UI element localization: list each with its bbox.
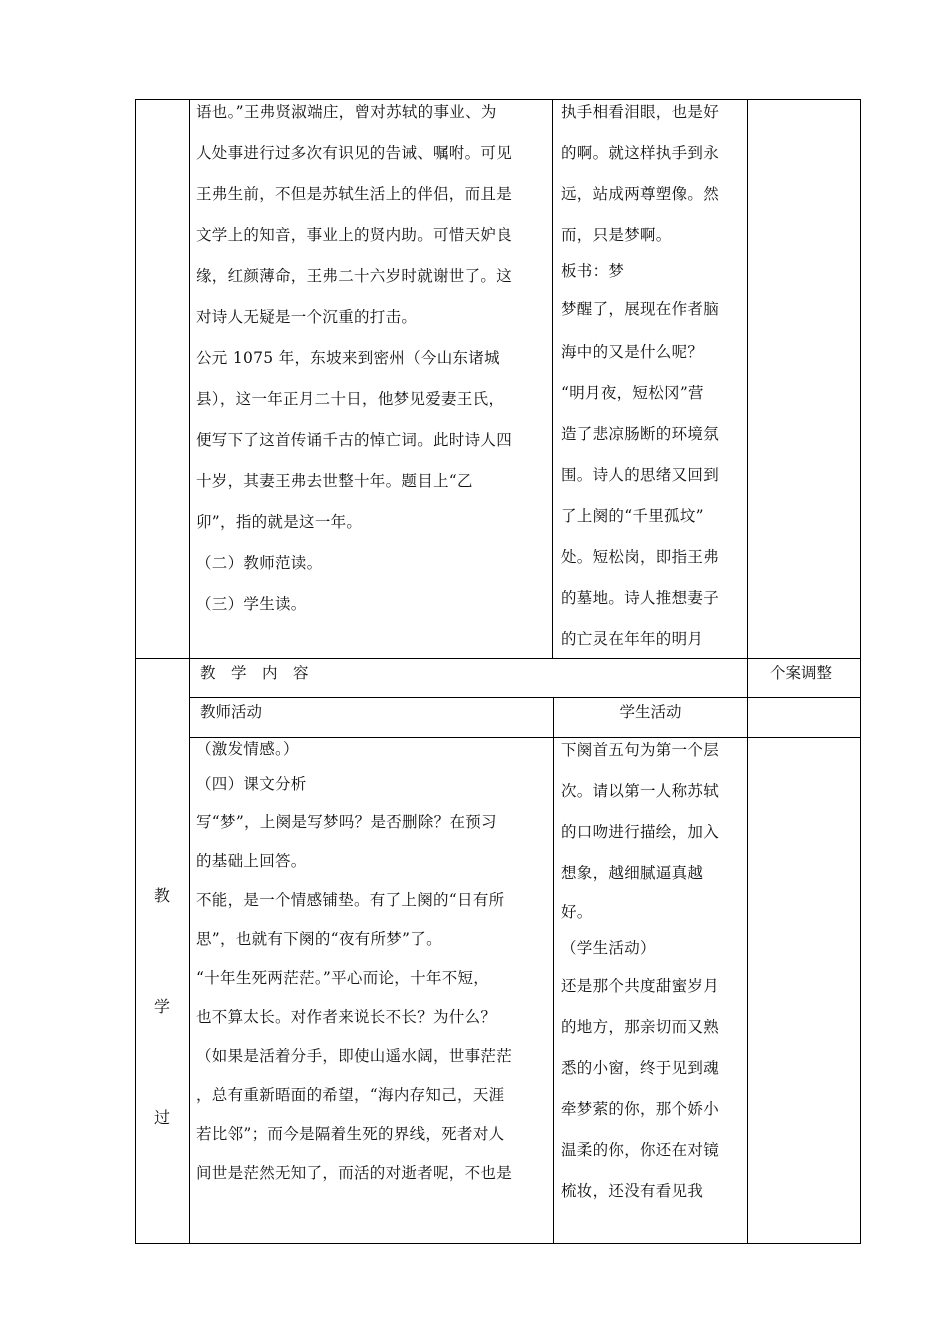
- text-line: 思”，也就有下阕的“夜有所梦”了。: [196, 930, 442, 948]
- text-line: 梳妆，还没有看见我: [561, 1182, 704, 1200]
- text-line: 也不算太长。对作者来说长不长？为什么？: [196, 1008, 497, 1026]
- upper-teacher-activity: [196, 92, 550, 652]
- student-activity-header: 学生活动: [619, 703, 682, 721]
- lower-middle-divider: [553, 697, 554, 1244]
- text-line: 执手相看泪眼，也是好: [561, 103, 720, 121]
- text-line: 王弗生前，不但是苏轼生活上的伴侣，而且是: [196, 185, 513, 203]
- text-line: 的基础上回答。: [196, 852, 307, 870]
- table-bottom-border: [135, 1243, 861, 1244]
- text-line: （四）课文分析: [196, 775, 307, 793]
- case-adjust-header: 个案调整: [770, 664, 833, 682]
- text-line: “明月夜，短松冈”营: [561, 384, 704, 402]
- text-line: 的啊。就这样执手到永: [561, 144, 720, 162]
- header-row-divider: [189, 697, 861, 698]
- side-label: [136, 659, 189, 1243]
- text-line: 的墓地。诗人推想妻子: [561, 589, 720, 607]
- text-line: 海中的又是什么呢？: [561, 343, 704, 361]
- text-line: （二）教师范读。: [196, 554, 323, 572]
- text-line: 次。请以第一人称苏轼: [561, 782, 720, 800]
- text-line: 想象，越细腻逼真越: [561, 864, 704, 882]
- text-line: 牵梦萦的你，那个娇小: [561, 1100, 720, 1118]
- text-line: 而，只是梦啊。: [561, 226, 672, 244]
- text-line: ，总有重新晤面的希望，“海内存知己，天涯: [196, 1086, 505, 1104]
- text-line: 的亡灵在年年的明月: [561, 630, 704, 648]
- text-line: 的口吻进行描绘，加入: [561, 823, 720, 841]
- text-line: 公元 1075 年，东坡来到密州（今山东诸城: [196, 349, 500, 367]
- text-line: 卯”，指的就是这一年。: [196, 513, 363, 531]
- text-line: （学生活动）: [561, 939, 656, 957]
- text-line: （如果是活着分手，即使山遥水阔，世事茫茫: [196, 1047, 513, 1065]
- teacher-activity-header: 教师活动: [200, 703, 263, 721]
- text-line: 处。短松岗，即指王弗: [561, 548, 720, 566]
- lower-student-activity: [561, 730, 745, 1238]
- text-line: 了上阕的“千里孤坟”: [561, 507, 704, 525]
- adjust-column-divider: [747, 99, 748, 1244]
- text-line: 县），这一年正月二十日，他梦见爱妻王氏，: [196, 390, 505, 408]
- side-label-char: 过: [153, 1108, 170, 1127]
- text-line: 围。诗人的思绪又回到: [561, 466, 720, 484]
- text-line: （激发情感。）: [196, 740, 299, 758]
- text-line: 间世是茫然无知了，而活的对逝者呢，不也是: [196, 1164, 513, 1182]
- text-line: （三）学生读。: [196, 595, 307, 613]
- lower-teacher-activity: [196, 733, 551, 1238]
- text-line: 还是那个共度甜蜜岁月: [561, 977, 720, 995]
- text-line: 语也。”王弗贤淑端庄，曾对苏轼的事业、为: [196, 103, 497, 121]
- text-line: 好。: [561, 903, 593, 921]
- text-line: 远，站成两尊塑像。然: [561, 185, 720, 203]
- text-line: 对诗人无疑是一个沉重的打击。: [196, 308, 418, 326]
- text-line: 温柔的你，你还在对镜: [561, 1141, 720, 1159]
- text-line: 悉的小窗，终于见到魂: [561, 1059, 720, 1077]
- text-line: 便写下了这首传诵千古的悼亡词。此时诗人四: [196, 431, 513, 449]
- text-line: 不能，是一个情感铺垫。有了上阕的“日有所: [196, 891, 505, 909]
- section-divider: [135, 658, 861, 659]
- text-line: 缘，红颜薄命，王弗二十六岁时就谢世了。这: [196, 267, 513, 285]
- teaching-content-header: 教 学 内 容: [200, 664, 309, 682]
- side-label-char: 学: [153, 997, 170, 1016]
- text-line: 造了悲凉肠断的环境氛: [561, 425, 720, 443]
- table-right-border: [860, 99, 861, 1244]
- text-line: 十岁，其妻王弗去世整十年。题目上“乙: [196, 472, 473, 490]
- text-line: 的地方，那亲切而又熟: [561, 1018, 720, 1036]
- upper-student-activity: [561, 92, 745, 654]
- text-line: 写“梦”，上阕是写梦吗？是否删除？在预习: [196, 813, 497, 831]
- text-line: 下阕首五句为第一个层: [561, 741, 720, 759]
- text-line: 文学上的知音，事业上的贤内助。可惜天妒良: [196, 226, 513, 244]
- text-line: “十年生死两茫茫。”平心而论，十年不短，: [196, 969, 490, 987]
- side-label-char: 教: [153, 886, 170, 905]
- text-line: 若比邻”；而今是隔着生死的界线，死者对人: [196, 1125, 505, 1143]
- upper-middle-divider: [552, 99, 553, 659]
- text-line: 板书：梦: [561, 262, 625, 280]
- text-line: 梦醒了，展现在作者脑: [561, 300, 720, 318]
- label-column-divider: [189, 99, 190, 1244]
- text-line: 人处事进行过多次有识见的告诫、嘱咐。可见: [196, 144, 513, 162]
